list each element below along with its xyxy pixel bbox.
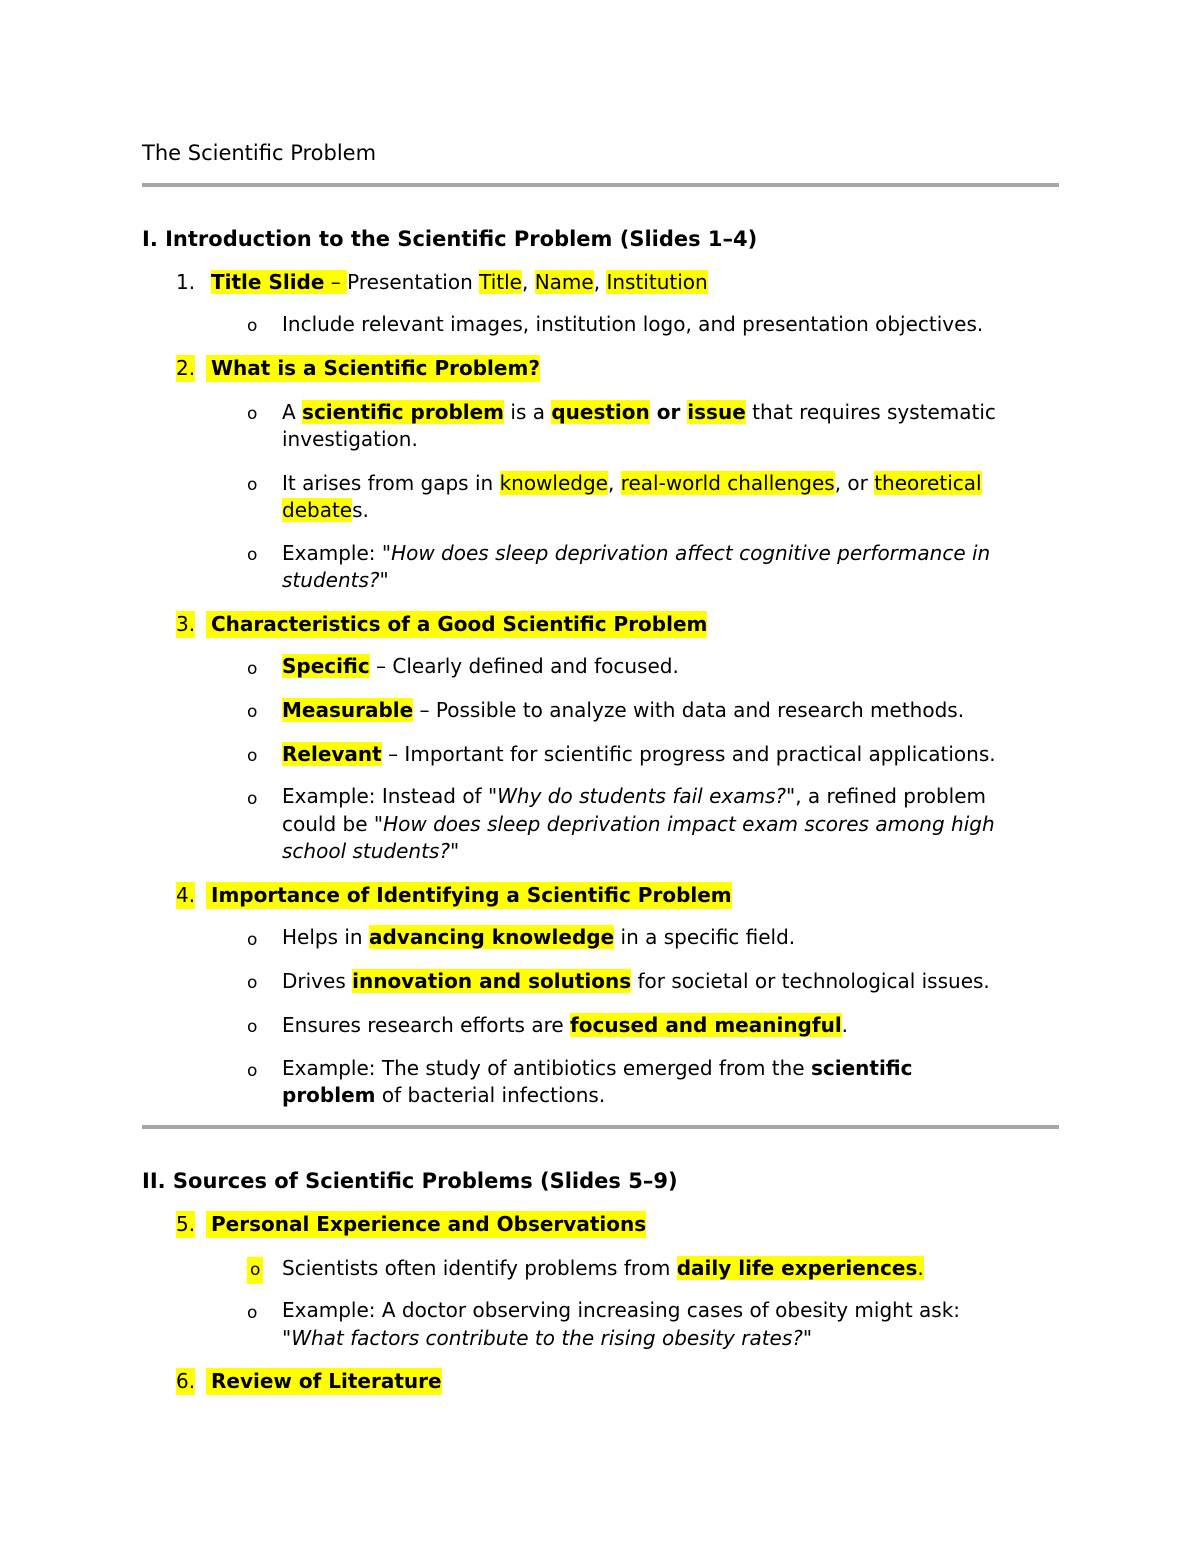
bullet-text-continuation: school students?" — [282, 839, 460, 863]
list-number: 3. — [176, 612, 196, 636]
bullet-text: Example: "How does sleep deprivation affect cognitive performance in — [282, 541, 991, 565]
bullet-icon: o — [247, 789, 258, 809]
list-number: 6. — [176, 1369, 196, 1393]
bullet-text: Example: The study of antibiotics emerged from the scientific — [282, 1056, 913, 1080]
bullet-text: Ensures research efforts are focused and meaningful. — [282, 1013, 849, 1037]
bullet-icon: o — [247, 1303, 258, 1323]
bullet-text-continuation: students?" — [282, 568, 389, 592]
bullet-icon: o — [247, 404, 258, 424]
bullet-text-continuation: investigation. — [282, 427, 418, 451]
bullet-icon: o — [247, 930, 258, 950]
bullet-icon: o — [247, 746, 258, 766]
list-item-title: What is a Scientific Problem? — [206, 355, 540, 382]
horizontal-rule — [142, 1125, 1059, 1129]
bullet-icon: o — [247, 973, 258, 993]
bullet-icon: o — [247, 475, 258, 495]
list-number: 1. — [176, 270, 196, 294]
list-item-title: Title Slide – Presentation Title, Name, Institution — [211, 270, 708, 294]
bullet-text-continuation: debates. — [282, 498, 369, 522]
bullet-icon: o — [247, 545, 258, 565]
bullet-icon: o — [247, 1257, 263, 1284]
bullet-text: Helps in advancing knowledge in a specific field. — [282, 925, 796, 949]
bullet-text: Example: Instead of "Why do students fail exams?", a refined problem — [282, 784, 987, 808]
bullet-text: Measurable – Possible to analyze with data and research methods. — [282, 698, 965, 722]
bullet-icon: o — [247, 659, 258, 679]
bullet-text: Scientists often identify problems from daily life experiences. — [282, 1256, 924, 1280]
bullet-icon: o — [247, 702, 258, 722]
bullet-text: Include relevant images, institution logo, and presentation objectives. — [282, 312, 984, 336]
bullet-icon: o — [247, 316, 258, 336]
bullet-icon: o — [247, 1061, 258, 1081]
bullet-text-continuation: problem of bacterial infections. — [282, 1083, 606, 1107]
list-item-title: Personal Experience and Observations — [206, 1211, 646, 1238]
bullet-text: It arises from gaps in knowledge, real-world challenges, or theoretical — [282, 471, 982, 495]
bullet-text: Relevant – Important for scientific progress and practical applications. — [282, 742, 996, 766]
document-title: The Scientific Problem — [142, 141, 377, 165]
bullet-text-continuation: "What factors contribute to the rising obesity rates?" — [282, 1326, 813, 1350]
list-number: 4. — [176, 883, 196, 907]
section-heading: II. Sources of Scientific Problems (Slides 5–9) — [142, 1169, 678, 1193]
bullet-text: Example: A doctor observing increasing cases of obesity might ask: — [282, 1298, 961, 1322]
list-item-title: Review of Literature — [206, 1368, 442, 1395]
list-number: 2. — [176, 356, 196, 380]
section-heading: I. Introduction to the Scientific Problem (Slides 1–4) — [142, 227, 758, 251]
bullet-text-continuation: could be "How does sleep deprivation impact exam scores among high — [282, 812, 995, 836]
bullet-text: Drives innovation and solutions for societal or technological issues. — [282, 969, 990, 993]
bullet-text: Specific – Clearly defined and focused. — [282, 654, 679, 678]
bullet-text: A scientific problem is a question or issue that requires systematic — [282, 400, 996, 424]
bullet-icon: o — [247, 1017, 258, 1037]
list-item-title: Characteristics of a Good Scientific Problem — [206, 611, 707, 638]
list-number: 5. — [176, 1212, 196, 1236]
horizontal-rule — [142, 183, 1059, 187]
list-item-title: Importance of Identifying a Scientific Problem — [206, 882, 732, 909]
